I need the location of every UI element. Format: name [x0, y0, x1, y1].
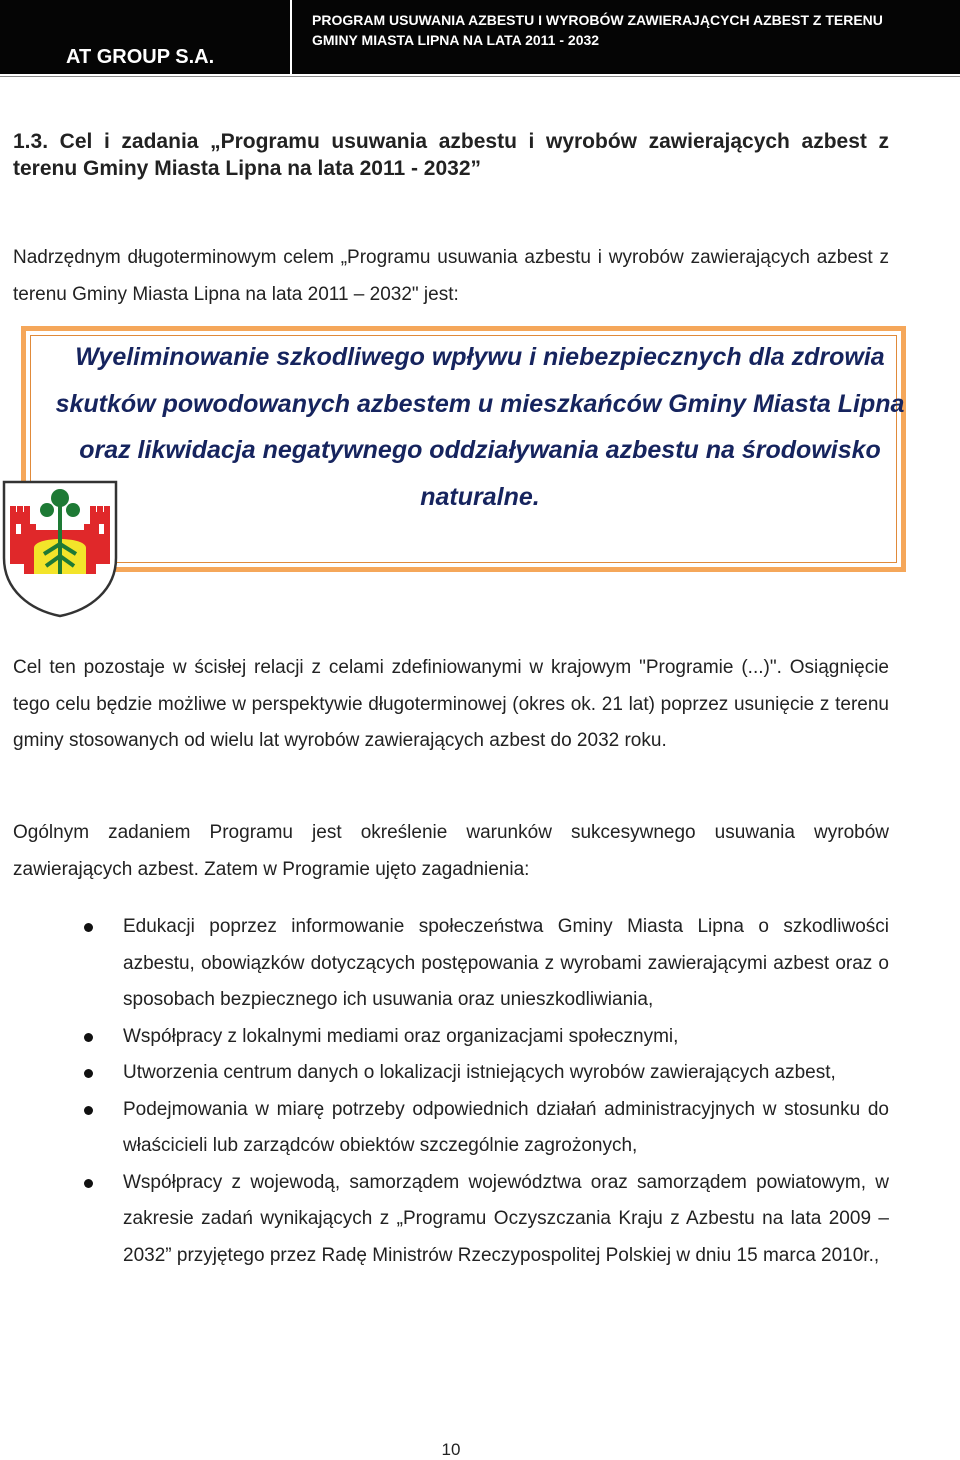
lipno-coat-of-arms-icon [0, 478, 120, 618]
paragraph-tasks: Ogólnym zadaniem Programu jest określenie warunków sukcesywnego usuwania wyrobów zawierających azbest. Zatem w Programie ujęto zagadnienia: [13, 822, 889, 880]
intro-paragraph: Nadrzędnym długoterminowym celem „Programu usuwania azbestu i wyrobów zawierających azbest z terenu Gminy Miasta Lipna na lata 2011 – 2032" jest: [13, 247, 889, 305]
goal-statement: Wyeliminowanie szkodliwego wpływu i niebezpiecznych dla zdrowia skutków powodowanych azbestem u mieszkańców Gminy Miasta Lipna oraz likwidacja negatywnego oddziaływania azbestu na środowisko naturalne. [55, 343, 905, 511]
header-divider [0, 76, 960, 77]
bullet-icon [84, 923, 93, 932]
section-heading: 1.3. Cel i zadania „Programu usuwania azbestu i wyrobów zawierających azbest z terenu Gminy Miasta Lipna na lata 2011 - 2032” [13, 130, 889, 180]
page-number: 10 [441, 1440, 461, 1459]
list-item [13, 1055, 889, 1092]
list-item [13, 909, 889, 1019]
document-title [312, 10, 952, 50]
list-item-text: Podejmowania w miarę potrzeby odpowiednich działań administracyjnych w stosunku do właścicieli lub zarządców obiektów szczególnie zagrożonych, [123, 1098, 889, 1156]
document-title-line-1: PROGRAM USUWANIA AZBESTU I WYROBÓW ZAWIERAJĄCYCH AZBEST Z TERENU [312, 12, 883, 28]
company-name: AT GROUP S.A. [66, 46, 215, 68]
list-item-text: Współpracy z wojewodą, samorządem województwa oraz samorządem powiatowym, w zakresie zadań wynikających z „Programu Oczyszczania Kraju z Azbestu na lata 2009 – 2032” przyjętego przez Radę Ministrów Rzeczypospolitej Polskiej w dniu 15 marca 2010r., [123, 1171, 889, 1266]
list-item-text: Edukacji poprzez informowanie społeczeństwa Gminy Miasta Lipna o szkodliwości azbestu, obowiązków dotyczących postępowania z wyrobami zawierającymi azbest oraz o sposobach bezpiecznego ich usuwania oraz unieszkodliwiania, [123, 916, 889, 1010]
bullet-icon [84, 1033, 93, 1042]
document-title-line-2: GMINY MIASTA LIPNA NA LATA 2011 - 2032 [312, 32, 600, 48]
bullet-icon [84, 1179, 93, 1188]
list-item [13, 1092, 889, 1165]
bullet-icon [84, 1106, 93, 1115]
task-list [13, 909, 889, 1274]
list-item-text: Współpracy z lokalnymi mediami oraz organizacjami społecznymi, [123, 1025, 679, 1047]
list-item [13, 1019, 889, 1056]
list-item [13, 1165, 889, 1275]
paragraph-relation: Cel ten pozostaje w ścisłej relacji z celami zdefiniowanymi w krajowym "Programie (...)". Osiągnięcie tego celu będzie możliwe w perspektywie długoterminowej (okres ok. 21 lat) poprzez usunięcie z terenu gminy stosowanych od wielu lat wyrobów zawierających azbest do 2032 roku. [13, 657, 889, 751]
bullet-icon [84, 1069, 93, 1078]
list-item-text: Utworzenia centrum danych o lokalizacji istniejących wyrobów zawierających azbest, [123, 1062, 836, 1083]
